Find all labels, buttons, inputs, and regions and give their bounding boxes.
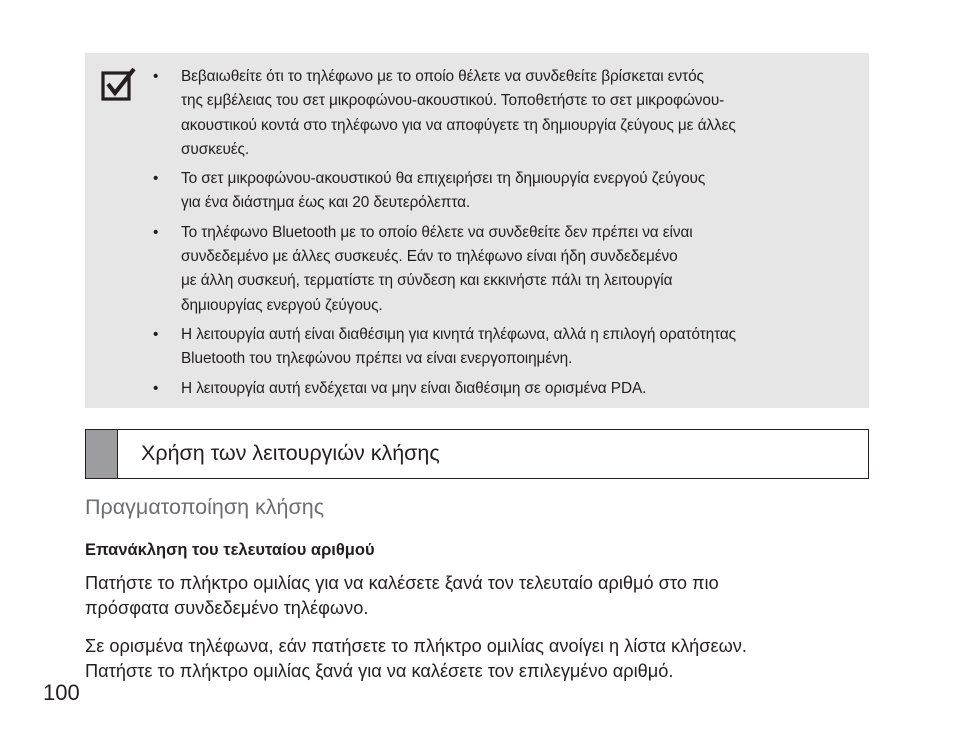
section-title: Χρήση των λειτουργιών κλήσης	[141, 441, 440, 465]
note-line: Η λειτουργία αυτή ενδέχεται να μην είναι διαθέσιμη σε ορισμένα PDA.	[181, 379, 647, 397]
note-line: Η λειτουργία αυτή είναι διαθέσιμη για κινητά τηλέφωνα, αλλά η επιλογή ορατότητας	[181, 325, 736, 343]
note-line: με άλλη συσκευή, τερματίστε τη σύνδεση και εκκινήστε πάλι τη λειτουργία	[181, 272, 673, 290]
page-number: 100	[43, 680, 80, 705]
topic-title: Επανάκληση του τελευταίου αριθμού	[85, 541, 375, 559]
paragraph-line: πρόσφατα συνδεδεμένο τηλέφωνο.	[85, 598, 369, 618]
note-item-4	[151, 323, 863, 372]
paragraph-1	[85, 571, 719, 621]
bullet: •	[153, 170, 159, 188]
note-line: Το σετ μικροφώνου-ακουστικού θα επιχειρήσει τη δημιουργία ενεργού ζεύγους	[181, 170, 706, 188]
checkbox-check-icon	[101, 67, 137, 103]
paragraph-line: Πατήστε το πλήκτρο ομιλίας ξανά για να καλέσετε τον επιλεγμένο αριθμό.	[85, 661, 674, 681]
section-header	[85, 429, 869, 479]
note-item-2	[151, 167, 863, 216]
note-item-3	[151, 221, 863, 318]
bullet: •	[153, 379, 159, 397]
note-list	[151, 65, 863, 406]
note-line: δημιουργίας ενεργού ζεύγους.	[181, 296, 383, 314]
paragraph-line: Σε ορισμένα τηλέφωνα, εάν πατήσετε το πλήκτρο ομιλίας ανοίγει η λίστα κλήσεων.	[85, 636, 747, 656]
note-line: της εμβέλειας του σετ μικροφώνου-ακουστικού. Τοποθετήστε το σετ μικροφώνου-	[181, 92, 725, 110]
note-box	[85, 53, 869, 408]
bullet: •	[153, 223, 159, 241]
note-line: συνδεδεμένο με άλλες συσκευές. Εάν το τηλέφωνο είναι ήδη συνδεδεμένο	[181, 248, 678, 266]
note-line: ακουστικού κοντά στο τηλέφωνο για να αποφύγετε τη δημιουργία ζεύγους με άλλες	[181, 116, 736, 134]
note-item-1	[151, 65, 863, 162]
note-line: Bluetooth του τηλεφώνου πρέπει να είναι ενεργοποιημένη.	[181, 350, 573, 368]
bullet: •	[153, 68, 159, 85]
note-line: Βεβαιωθείτε ότι το τηλέφωνο με το οποίο θέλετε να συνδεθείτε βρίσκεται εντός	[181, 68, 704, 85]
note-line: για ένα διάστημα έως και 20 δευτερόλεπτα.	[181, 194, 471, 212]
note-line: συσκευές.	[181, 140, 250, 158]
subsection-title: Πραγματοποίηση κλήσης	[85, 495, 325, 519]
bullet: •	[153, 325, 159, 343]
paragraph-line: Πατήστε το πλήκτρο ομιλίας για να καλέσετε ξανά τον τελευταίο αριθμό στο πιο	[85, 573, 719, 593]
note-line: Το τηλέφωνο Bluetooth με το οποίο θέλετε να συνδεθείτε δεν πρέπει να είναι	[181, 223, 693, 241]
section-tab-marker	[86, 430, 118, 478]
note-item-5	[151, 377, 863, 401]
paragraph-2	[85, 634, 747, 684]
